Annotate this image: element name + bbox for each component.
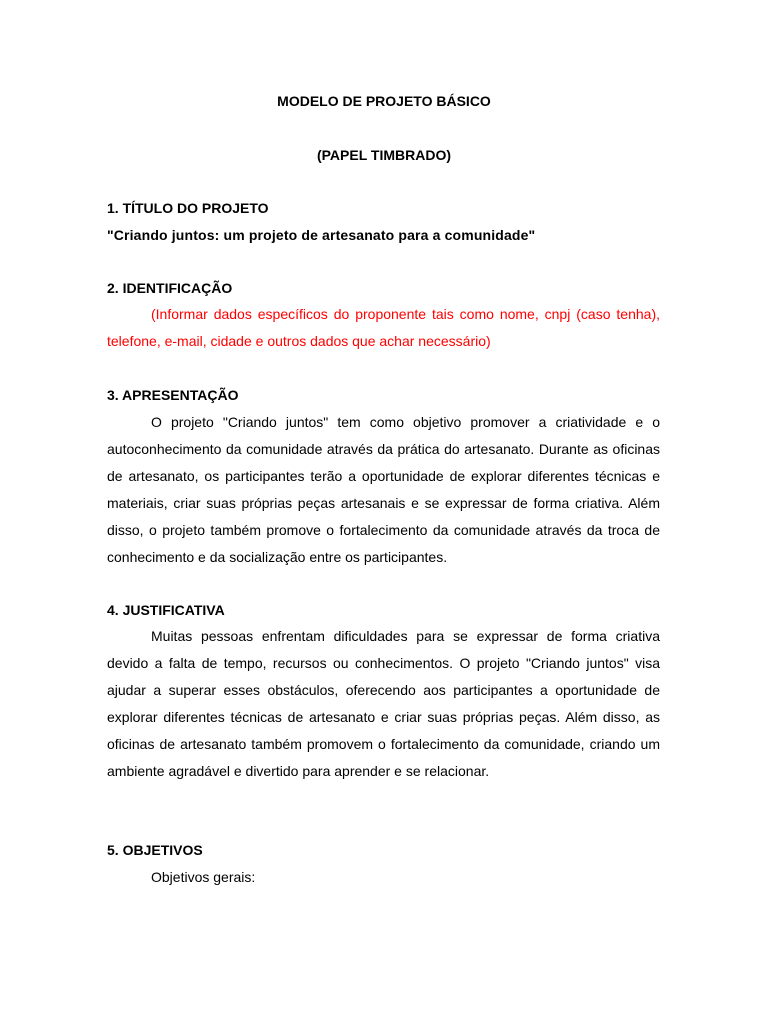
section-heading-apresentacao: 3. APRESENTAÇÃO [107,387,239,403]
objetivos-gerais-label: Objetivos gerais: [151,869,256,885]
section-heading-justificativa: 4. JUSTIFICATIVA [107,602,225,618]
document-subtitle: (PAPEL TIMBRADO) [316,147,452,163]
identificacao-text: (Informar dados específicos do proponente tais como nome, cnpj (caso tenha), telefone, e-mail, cidade e outros dados que achar necessário) [107,306,660,349]
apresentacao-text: O projeto "Criando juntos" tem como objetivo promover a criatividade e o autoconhecimento da comunidade através da prática do artesanato. Durante as oficinas de artesanato, os participantes terão a oportunidade de explorar diferentes técnicas e materiais, criar suas próprias peças artesanais e se expressar de forma criativa. Além disso, o projeto também promove o fortalecimento da comunidade através da troca de conhecimento e da socialização entre os participantes. [107,414,660,565]
justificativa-text: Muitas pessoas enfrentam dificuldades para se expressar de forma criativa devido a falta de tempo, recursos ou conhecimentos. O projeto "Criando juntos" visa ajudar a superar esses obstáculos, oferecendo aos participantes a oportunidade de explorar diferentes técnicas de artesanato e criar suas próprias peças. Além disso, as oficinas de artesanato também promovem o fortalecimento da comunidade, criando um ambiente agradável e divertido para aprender e se relacionar. [107,628,660,779]
section-heading-objetivos: 5. OBJETIVOS [107,842,203,858]
project-title: "Criando juntos: um projeto de artesanato para a comunidade" [107,227,536,243]
section-heading-identificacao: 2. IDENTIFICAÇÃO [107,280,233,296]
section-heading-titulo: 1. TÍTULO DO PROJETO [107,200,269,216]
document-title: MODELO DE PROJETO BÁSICO [277,93,491,109]
